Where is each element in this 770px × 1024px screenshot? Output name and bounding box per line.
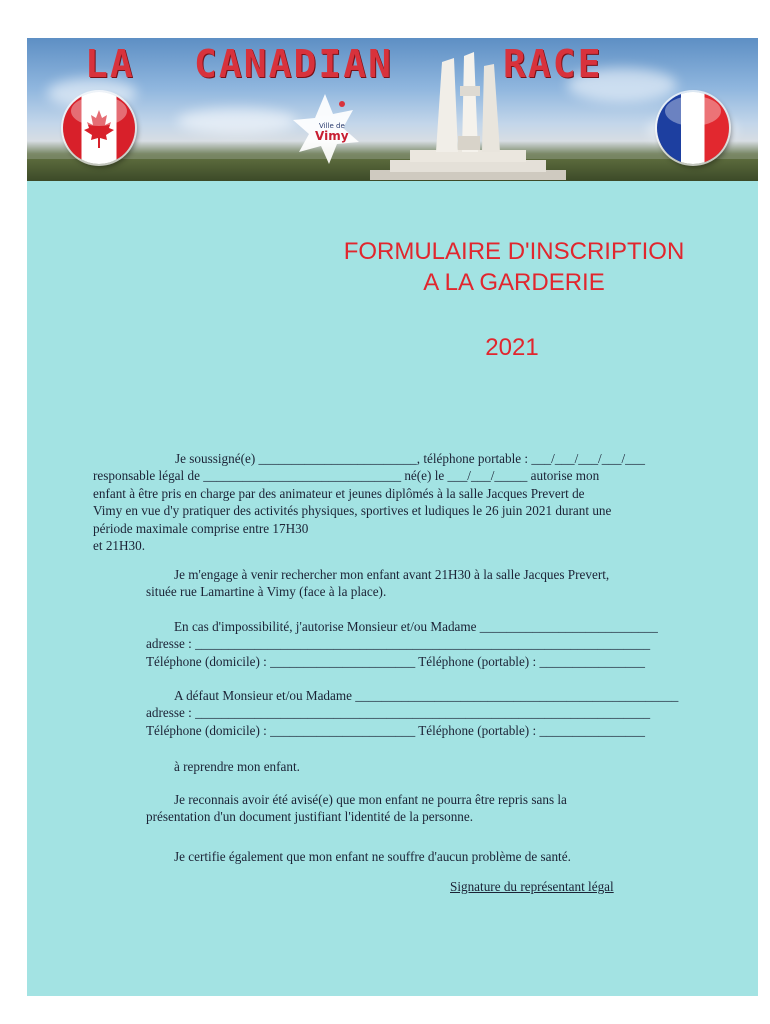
vimy-memorial-image [370,52,566,180]
form-title-line-2: A LA GARDERIE [423,269,605,296]
consent-line-2: responsable légal de ______________________________ né(e) le ___/___/_____ autorise mon [93,468,600,484]
identity-line-2: présentation d'un document justifiant l'identité de la personne. [146,809,474,825]
ville-de-vimy-logo [285,90,365,168]
canada-flag-icon [63,92,135,164]
paragraph-pickup-commitment [146,566,746,601]
svg-text:Vimy: Vimy [315,129,349,143]
consent-line-5: période maximale comprise entre 17H30 [93,520,309,536]
alternate-phone-line: Téléphone (domicile) : ______________________ Téléphone (portable) : ________________ [146,722,645,738]
paragraph-alternate-person [146,687,746,739]
commitment-line-1: Je m'engage à venir rechercher mon enfant avant 21H30 à la salle Jacques Prevert, [174,567,610,582]
authorized-line-1: En cas d'impossibilité, j'autorise Monsieur et/ou Madame ___________________________ [174,619,658,634]
alternate-address-line: adresse : _____________________________________________________________________ [146,705,651,721]
authorized-address-line: adresse : _____________________________________________________________________ [146,636,651,652]
consent-line-4: Vimy en vue d'y pratiquer des activités physiques, sportives et ludiques le 26 juin 2021 durant une [93,503,612,519]
consent-line-6: et 21H30. [93,538,146,554]
paragraph-authorized-person [146,618,746,670]
authorized-phone-line: Téléphone (domicile) : ______________________ Téléphone (portable) : ________________ [146,653,645,669]
paragraph-health: Je certifie également que mon enfant ne souffre d'aucun problème de santé. [174,849,571,864]
banner-title-la: LA [85,42,135,86]
france-flag-icon [657,92,729,164]
svg-text:Ville de: Ville de [319,122,345,130]
form-title-line-1: FORMULAIRE D'INSCRIPTION [343,238,685,265]
form-title [299,236,729,298]
paragraph-pickup: à reprendre mon enfant. [174,759,300,774]
commitment-line-2: située rue Lamartine à Vimy (face à la place). [146,584,387,600]
signature-label: Signature du représentant légal [450,879,614,894]
banner-title-race: RACE [503,42,603,86]
banner-title-canadian: CANADIAN [194,42,394,86]
identity-line-1: Je reconnais avoir été avisé(e) que mon enfant ne pourra être repris sans la [174,792,567,807]
alternate-line-1: A défaut Monsieur et/ou Madame _________________________________________________ [174,688,679,703]
paragraph-identity [146,791,746,826]
header-banner [27,38,758,181]
paragraph-consent [93,450,733,554]
form-page [27,38,758,996]
consent-line-1: Je soussigné(e) ________________________, téléphone portable : ___/___/___/___/___ [175,451,645,466]
form-year: 2021 [485,334,539,361]
consent-line-3: enfant à être pris en charge par des animateur et jeunes diplômés à la salle Jacques Prevert de [93,485,585,501]
